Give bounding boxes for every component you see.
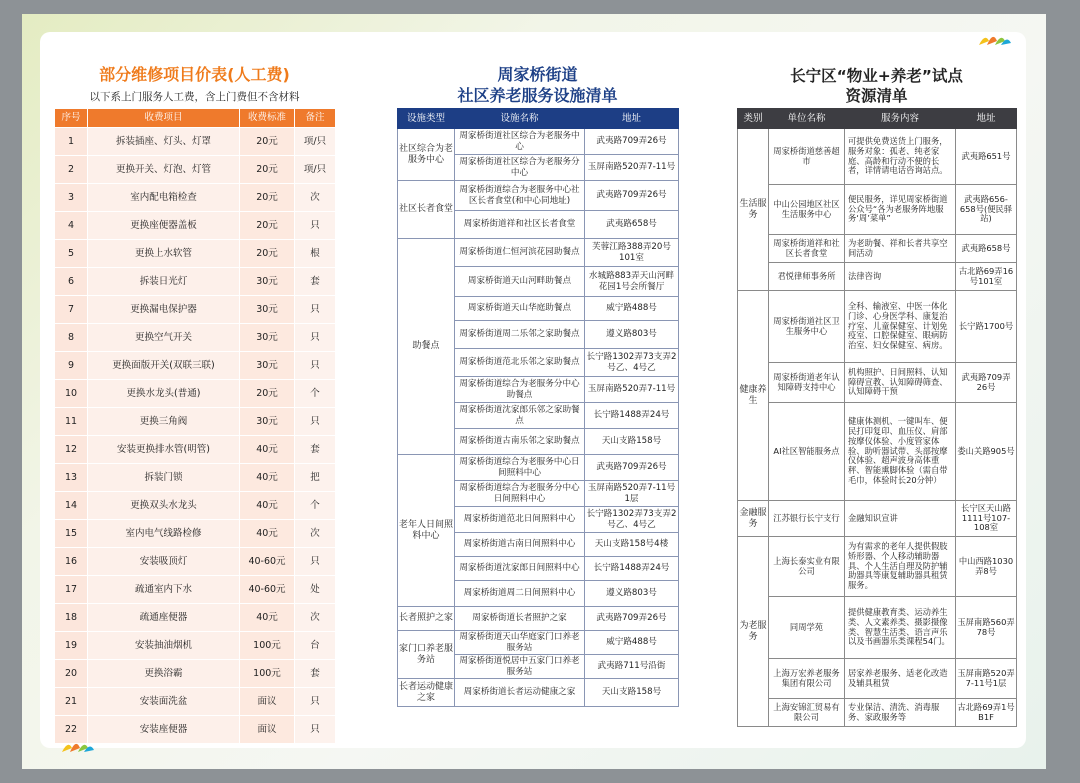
table-cell: 室内配电箱检查: [88, 184, 240, 212]
service-content: 为有需求的老年人提供假肢矫形器、个人移动辅助器具、个人生活自理及防护辅助器具等康复辅助器具租赁服务。: [845, 537, 956, 597]
table-row: [55, 268, 336, 296]
organization-name: AI社区智能服务点: [769, 403, 845, 501]
facility-address: 武夷路658号: [585, 211, 679, 239]
table-cell: 40-60元: [240, 548, 295, 576]
table-row: [738, 291, 1017, 363]
table-cell: 13: [55, 464, 88, 492]
table-cell: 拆装插座、灯头、灯罩: [88, 128, 240, 156]
table-cell: 面议: [240, 716, 295, 744]
facility-type: 社区综合为老服务中心: [398, 129, 455, 181]
organization-address: 武夷路709弄26号: [956, 363, 1017, 403]
table-cell: 项/只: [295, 128, 336, 156]
organization-name: 君悦律师事务所: [769, 263, 845, 291]
organization-name: 上海长泰实业有限公司: [769, 537, 845, 597]
table-cell: 30元: [240, 268, 295, 296]
table-cell: 10: [55, 380, 88, 408]
table-row: [55, 380, 336, 408]
table-cell: 19: [55, 632, 88, 660]
facility-address: 遵义路803号: [585, 581, 679, 607]
table-cell: 20元: [240, 380, 295, 408]
table-cell: 只: [295, 408, 336, 436]
table-cell: 安装更换排水管(明管): [88, 436, 240, 464]
column-header: 设施名称: [455, 109, 585, 129]
table-cell: 更换三角阀: [88, 408, 240, 436]
column-header: 收费项目: [88, 109, 240, 128]
column-header: 备注: [295, 109, 336, 128]
table-cell: 8: [55, 324, 88, 352]
facility-address: 天山支路158号: [585, 679, 679, 707]
price-table-body: [55, 128, 336, 744]
table-cell: 20元: [240, 128, 295, 156]
table-cell: 7: [55, 296, 88, 324]
facility-address: 武夷路709弄26号: [585, 607, 679, 631]
column-header: 服务内容: [845, 109, 956, 129]
facility-name: 周家桥街道范北乐邻之家助餐点: [455, 349, 585, 377]
table-cell: 100元: [240, 660, 295, 688]
facility-address: 天山支路158号: [585, 429, 679, 455]
facility-name: 周家桥街道祥和社区长者食堂: [455, 211, 585, 239]
column-header: 设施类型: [398, 109, 455, 129]
table-cell: 4: [55, 212, 88, 240]
facility-name: 周家桥街道综合为老服务中心日间照料中心: [455, 455, 585, 481]
table-cell: 更换空气开关: [88, 324, 240, 352]
table-row: [738, 659, 1017, 699]
facility-address: 玉屏南路520弄7-11号: [585, 377, 679, 403]
table-row: [398, 129, 679, 155]
table-row: [55, 184, 336, 212]
facility-address: 玉屏南路520弄7-11号1层: [585, 481, 679, 507]
table-row: [55, 604, 336, 632]
organization-name: 周家桥街道祥和社区长者食堂: [769, 235, 845, 263]
facility-type: 长者运动健康之家: [398, 679, 455, 707]
facility-type: 助餐点: [398, 239, 455, 455]
organization-address: 玉屏南路520弄7-11号1层: [956, 659, 1017, 699]
price-table-subtitle: 以下系上门服务人工费，含上门费但不含材料: [89, 91, 300, 103]
resource-category: 生活服务: [738, 129, 769, 291]
table-cell: 16: [55, 548, 88, 576]
facility-name: 周家桥街道综合为老服务中心社区长者食堂(和中心同地址): [455, 181, 585, 211]
organization-name: 上海安锦汇贸易有限公司: [769, 699, 845, 727]
column-header: 收费标准: [240, 109, 295, 128]
service-content: 为老助餐、祥和长者共享空间活动: [845, 235, 956, 263]
table-cell: 30元: [240, 296, 295, 324]
organization-name: 同周学苑: [769, 597, 845, 659]
table-row: [55, 240, 336, 268]
table-row: [738, 403, 1017, 501]
facility-name: 周家桥街道天山河畔助餐点: [455, 267, 585, 297]
facility-table-header: [398, 109, 679, 129]
table-row: [738, 537, 1017, 597]
facility-address: 武夷路711号沿街: [585, 655, 679, 679]
table-cell: 只: [295, 548, 336, 576]
table-row: [398, 455, 679, 481]
column-header: 地址: [956, 109, 1017, 129]
facility-name: 周家桥街道社区综合为老服务中心: [455, 129, 585, 155]
resource-category: 为老服务: [738, 537, 769, 727]
table-row: [55, 352, 336, 380]
facility-name: 周家桥街道沈家郎日间照料中心: [455, 557, 585, 581]
table-row: [55, 492, 336, 520]
facility-address: 天山支路158号4楼: [585, 533, 679, 557]
table-row: [55, 688, 336, 716]
table-cell: 40元: [240, 520, 295, 548]
table-cell: 套: [295, 660, 336, 688]
organization-name: 周家桥街道慈善超市: [769, 129, 845, 185]
table-cell: 17: [55, 576, 88, 604]
table-row: [55, 212, 336, 240]
table-cell: 30元: [240, 408, 295, 436]
facility-type: 家门口养老服务站: [398, 631, 455, 679]
facility-address: 长宁路1488弄24号: [585, 557, 679, 581]
facility-type: 长者照护之家: [398, 607, 455, 631]
column-header: 地址: [585, 109, 679, 129]
table-cell: 30元: [240, 352, 295, 380]
resource-title-line2: 资源清单: [845, 87, 908, 105]
organization-address: 武夷路651号: [956, 129, 1017, 185]
table-row: [398, 679, 679, 707]
table-cell: 11: [55, 408, 88, 436]
table-cell: 室内电气线路检修: [88, 520, 240, 548]
facility-address: 武夷路709弄26号: [585, 455, 679, 481]
table-row: [55, 576, 336, 604]
table-cell: 20元: [240, 184, 295, 212]
table-row: [55, 324, 336, 352]
table-cell: 更换双头水龙头: [88, 492, 240, 520]
table-row: [738, 263, 1017, 291]
facility-name: 周家桥街道长者运动健康之家: [455, 679, 585, 707]
resource-table: [737, 108, 1017, 727]
table-cell: 15: [55, 520, 88, 548]
table-row: [55, 716, 336, 744]
organization-name: 上海万宏养老服务集团有限公司: [769, 659, 845, 699]
facility-table: [397, 108, 679, 707]
facility-address: 武夷路709弄26号: [585, 181, 679, 211]
facility-name: 周家桥街道周二日间照料中心: [455, 581, 585, 607]
facility-address: 玉屏南路520弄7-11号: [585, 155, 679, 181]
table-cell: 1: [55, 128, 88, 156]
table-row: [55, 520, 336, 548]
table-cell: 把: [295, 464, 336, 492]
organization-address: 长宁区天山路1111号107-108室: [956, 501, 1017, 537]
table-cell: 安装座便器: [88, 716, 240, 744]
table-cell: 18: [55, 604, 88, 632]
facility-name: 周家桥街道范北日间照料中心: [455, 507, 585, 533]
table-row: [738, 235, 1017, 263]
table-row: [55, 128, 336, 156]
table-cell: 套: [295, 436, 336, 464]
facility-name: 周家桥街道悦居中五家门口养老服务站: [455, 655, 585, 679]
table-cell: 40元: [240, 436, 295, 464]
table-cell: 疏通座便器: [88, 604, 240, 632]
table-cell: 30元: [240, 324, 295, 352]
table-cell: 项/只: [295, 156, 336, 184]
facility-address: 武夷路709弄26号: [585, 129, 679, 155]
table-cell: 20元: [240, 156, 295, 184]
facility-name: 周家桥街道古南乐邻之家助餐点: [455, 429, 585, 455]
table-cell: 40-60元: [240, 576, 295, 604]
table-cell: 40元: [240, 604, 295, 632]
service-content: 法律咨询: [845, 263, 956, 291]
table-cell: 更换开关、灯泡、灯管: [88, 156, 240, 184]
table-cell: 100元: [240, 632, 295, 660]
table-cell: 更换水龙头(普通): [88, 380, 240, 408]
service-content: 全科、输液室、中医一体化门诊、心身医学科、康复治疗室、儿童保健室、计划免疫室、口腔保健室、眼病防治室、妇女保健室、病房。: [845, 291, 956, 363]
table-cell: 5: [55, 240, 88, 268]
service-content: 机构照护、日间照料、认知障碍宣教、认知障碍筛查、认知障碍干预: [845, 363, 956, 403]
resource-table-header: [738, 109, 1017, 129]
facility-address: 威宁路488号: [585, 297, 679, 321]
table-cell: 更换座便器盖板: [88, 212, 240, 240]
service-content: 居家养老服务、适老化改造及辅具租赁: [845, 659, 956, 699]
table-row: [398, 181, 679, 211]
price-table-title: 部分维修项目价表(人工费): [99, 65, 290, 84]
table-cell: 只: [295, 212, 336, 240]
organization-name: 周家桥街道老年认知障碍支持中心: [769, 363, 845, 403]
table-cell: 只: [295, 324, 336, 352]
flower-icon: [977, 31, 1013, 47]
column-header: 类别: [738, 109, 769, 129]
facility-title-line1: 周家桥街道: [497, 65, 578, 84]
organization-name: 中山公园地区社区生活服务中心: [769, 185, 845, 235]
organization-address: 玉屏南路560弄78号: [956, 597, 1017, 659]
table-row: [398, 239, 679, 267]
table-cell: 拆装日光灯: [88, 268, 240, 296]
facility-type: 老年人日间照料中心: [398, 455, 455, 607]
table-row: [55, 296, 336, 324]
facility-type: 社区长者食堂: [398, 181, 455, 239]
table-cell: 安装面洗盆: [88, 688, 240, 716]
service-content: 提供健康教育类、运动养生类、人文素养类、摄影摄像类、智慧生活类、语言声乐以及书画器乐类课程54门。: [845, 597, 956, 659]
facility-name: 周家桥街道综合为老服务分中心日间照料中心: [455, 481, 585, 507]
facility-table-body: [398, 129, 679, 707]
table-cell: 次: [295, 184, 336, 212]
table-cell: 套: [295, 268, 336, 296]
table-cell: 个: [295, 492, 336, 520]
facility-address: 长宁路1302弄73支弄2号乙、4号乙: [585, 349, 679, 377]
facility-name: 周家桥街道沈家郎乐邻之家助餐点: [455, 403, 585, 429]
table-cell: 处: [295, 576, 336, 604]
organization-address: 娄山关路905号: [956, 403, 1017, 501]
facility-name: 周家桥街道长者照护之家: [455, 607, 585, 631]
table-cell: 21: [55, 688, 88, 716]
table-cell: 12: [55, 436, 88, 464]
table-cell: 3: [55, 184, 88, 212]
table-row: [55, 408, 336, 436]
resource-title-line1: 长宁区“物业+养老”试点: [790, 67, 963, 85]
service-content: 便民服务，详见周家桥街道公众号“各为老服务阵地服务‘周’菜单”: [845, 185, 956, 235]
organization-address: 古北路69弄1号B1F: [956, 699, 1017, 727]
facility-name: 周家桥街道古南日间照料中心: [455, 533, 585, 557]
table-cell: 面议: [240, 688, 295, 716]
facility-name: 周家桥街道天山华庭助餐点: [455, 297, 585, 321]
table-row: [738, 501, 1017, 537]
facility-title-line2: 社区养老服务设施清单: [457, 86, 618, 105]
organization-address: 武夷路656-658号(便民驿站): [956, 185, 1017, 235]
table-cell: 疏通室内下水: [88, 576, 240, 604]
resource-table-body: [738, 129, 1017, 727]
table-cell: 台: [295, 632, 336, 660]
table-cell: 只: [295, 352, 336, 380]
table-cell: 40元: [240, 464, 295, 492]
table-cell: 更换漏电保护器: [88, 296, 240, 324]
facility-address: 遵义路803号: [585, 321, 679, 349]
table-cell: 20: [55, 660, 88, 688]
service-content: 金融知识宣讲: [845, 501, 956, 537]
facility-address: 威宁路488号: [585, 631, 679, 655]
service-content: 可提供免费送货上门服务，服务对象：孤老、纯老家庭、高龄和行动不便的长者，详情请电话咨询站点。: [845, 129, 956, 185]
table-cell: 20元: [240, 240, 295, 268]
facility-name: 周家桥街道仁恒河滨花园助餐点: [455, 239, 585, 267]
facility-name: 周家桥街道天山华庭家门口养老服务站: [455, 631, 585, 655]
table-cell: 只: [295, 716, 336, 744]
organization-address: 古北路69弄16号101室: [956, 263, 1017, 291]
table-row: [738, 363, 1017, 403]
table-row: [55, 660, 336, 688]
facility-address: 芙蓉江路388弄20号101室: [585, 239, 679, 267]
table-cell: 14: [55, 492, 88, 520]
table-cell: 更换面版开关(双联三联): [88, 352, 240, 380]
table-row: [738, 597, 1017, 659]
table-cell: 只: [295, 296, 336, 324]
table-row: [55, 632, 336, 660]
facility-address: 长宁路1488弄24号: [585, 403, 679, 429]
table-row: [398, 607, 679, 631]
table-cell: 更换上水软管: [88, 240, 240, 268]
table-cell: 安装抽油烟机: [88, 632, 240, 660]
table-cell: 6: [55, 268, 88, 296]
organization-address: 武夷路658号: [956, 235, 1017, 263]
organization-address: 长宁路1700号: [956, 291, 1017, 363]
flower-icon: [60, 738, 96, 752]
facility-address: 水城路883弄天山河畔花园1号会所餐厅: [585, 267, 679, 297]
brochure-page: [40, 32, 1026, 748]
table-row: [55, 464, 336, 492]
resource-category: 健康养生: [738, 291, 769, 501]
table-cell: 更换浴霸: [88, 660, 240, 688]
table-row: [738, 699, 1017, 727]
facility-address: 长宁路1302弄73支弄2号乙、4号乙: [585, 507, 679, 533]
table-row: [738, 129, 1017, 185]
resource-category: 金融服务: [738, 501, 769, 537]
table-cell: 个: [295, 380, 336, 408]
table-cell: 9: [55, 352, 88, 380]
price-table-header: [55, 109, 336, 128]
brochure-sheet: [22, 14, 1046, 769]
table-cell: 2: [55, 156, 88, 184]
table-cell: 次: [295, 520, 336, 548]
organization-name: 周家桥街道社区卫生服务中心: [769, 291, 845, 363]
service-content: 健康体测机、一键叫车、便民打印复印、血压仪、肩部按摩仪体验、小度管家体验、助听器试带、头部按摩仪体验、超声波身高体重秤、智能熏脚体验（需自带毛巾，体验时长20分钟）: [845, 403, 956, 501]
organization-name: 江苏银行长宁支行: [769, 501, 845, 537]
service-content: 专业保洁、清洗、消毒服务、家政服务等: [845, 699, 956, 727]
table-cell: 只: [295, 688, 336, 716]
column-header: 序号: [55, 109, 88, 128]
facility-name: 周家桥街道周二乐邻之家助餐点: [455, 321, 585, 349]
table-row: [738, 185, 1017, 235]
price-table: [54, 108, 336, 744]
facility-name: 周家桥街道社区综合为老服务分中心: [455, 155, 585, 181]
organization-address: 中山西路1030弄8号: [956, 537, 1017, 597]
column-header: 单位名称: [769, 109, 845, 129]
table-row: [398, 631, 679, 655]
table-row: [55, 156, 336, 184]
table-cell: 根: [295, 240, 336, 268]
table-cell: 拆装门锁: [88, 464, 240, 492]
table-cell: 40元: [240, 492, 295, 520]
facility-name: 周家桥街道综合为老服务分中心助餐点: [455, 377, 585, 403]
table-row: [55, 548, 336, 576]
table-cell: 22: [55, 716, 88, 744]
table-cell: 次: [295, 604, 336, 632]
table-cell: 20元: [240, 212, 295, 240]
table-row: [55, 436, 336, 464]
table-cell: 安装吸顶灯: [88, 548, 240, 576]
